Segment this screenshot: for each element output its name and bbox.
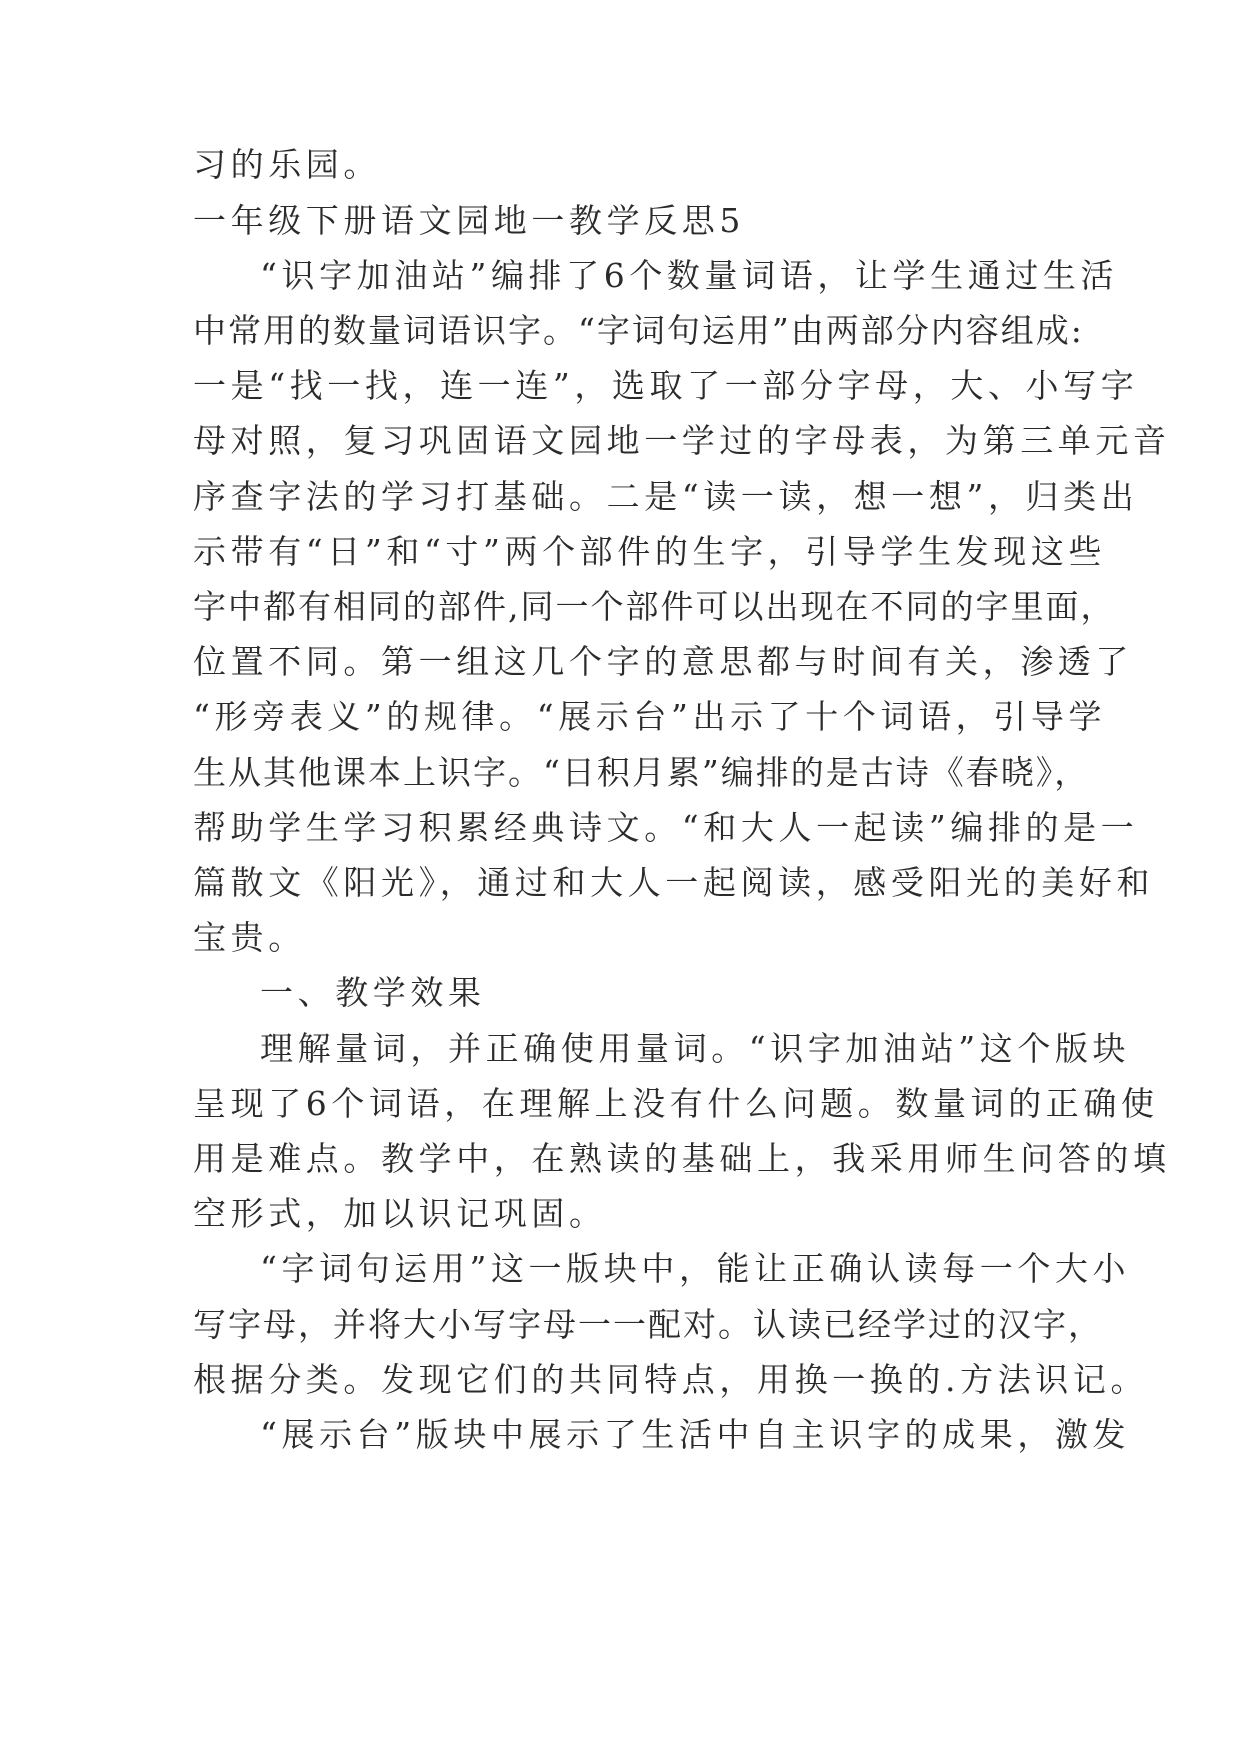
paragraph-line: “识字加油站”编排了6个数量词语，让学生通过生活 [260, 256, 1119, 295]
paragraph-line: 母对照，复习巩固语文园地一学过的字母表，为第三单元音 [193, 421, 1171, 460]
paragraph-line: 用是难点。教学中，在熟读的基础上，我采用师生问答的填 [193, 1139, 1171, 1178]
paragraph-line: 生从其他课本上识字。“日积月累”编排的是古诗《春晓》， [193, 753, 1090, 792]
paragraph-line: 空形式，加以识记巩固。 [193, 1194, 607, 1233]
paragraph-line: 篇散文《阳光》，通过和大人一起阅读，感受阳光的美好和 [193, 863, 1155, 902]
section-heading: 一年级下册语文园地一教学反思5 [193, 201, 745, 240]
paragraph-line: 宝贵。 [193, 918, 306, 957]
paragraph-line: “展示台”版块中展示了生活中自主识字的成果，激发 [260, 1415, 1131, 1454]
paragraph-line: 呈现了6个词语，在理解上没有什么问题。数量词的正确使 [193, 1084, 1159, 1123]
paragraph-line: 根据分类。发现它们的共同特点，用换一换的.方法识记。 [193, 1360, 1149, 1399]
paragraph-line: 位置不同。第一组这几个字的意思都与时间有关，渗透了 [193, 642, 1133, 681]
paragraph-line: 理解量词，并正确使用量词。“识字加油站”这个版块 [260, 1029, 1131, 1068]
paragraph-line: “形旁表义”的规律。“展示台”出示了十个词语，引导学 [193, 697, 1107, 736]
paragraph-line: 序查字法的学习打基础。二是“读一读，想一想”，归类出 [193, 477, 1139, 516]
paragraph-line: 中常用的数量词语识字。“字词句运用”由两部分内容组成: [193, 311, 1084, 350]
paragraph-line: 写字母，并将大小写字母一一配对。认读已经学过的汉字， [193, 1305, 1103, 1344]
paragraph-line: “字词句运用”这一版块中，能让正确认读每一个大小 [260, 1249, 1131, 1288]
subsection-heading: 一、教学效果 [260, 973, 486, 1012]
paragraph-line: 一是“找一找，连一连”，选取了一部分字母，大、小写字 [193, 366, 1139, 405]
paragraph-line: 示带有“日”和“寸”两个部件的生字，引导学生发现这些 [193, 532, 1107, 571]
paragraph-line: 帮助学生学习积累经典诗文。“和大人一起读”编排的是一 [193, 808, 1139, 847]
paragraph-line: 习的乐园。 [193, 145, 381, 184]
paragraph-line: 字中都有相同的部件,同一个部件可以出现在不同的字里面， [193, 587, 1116, 626]
